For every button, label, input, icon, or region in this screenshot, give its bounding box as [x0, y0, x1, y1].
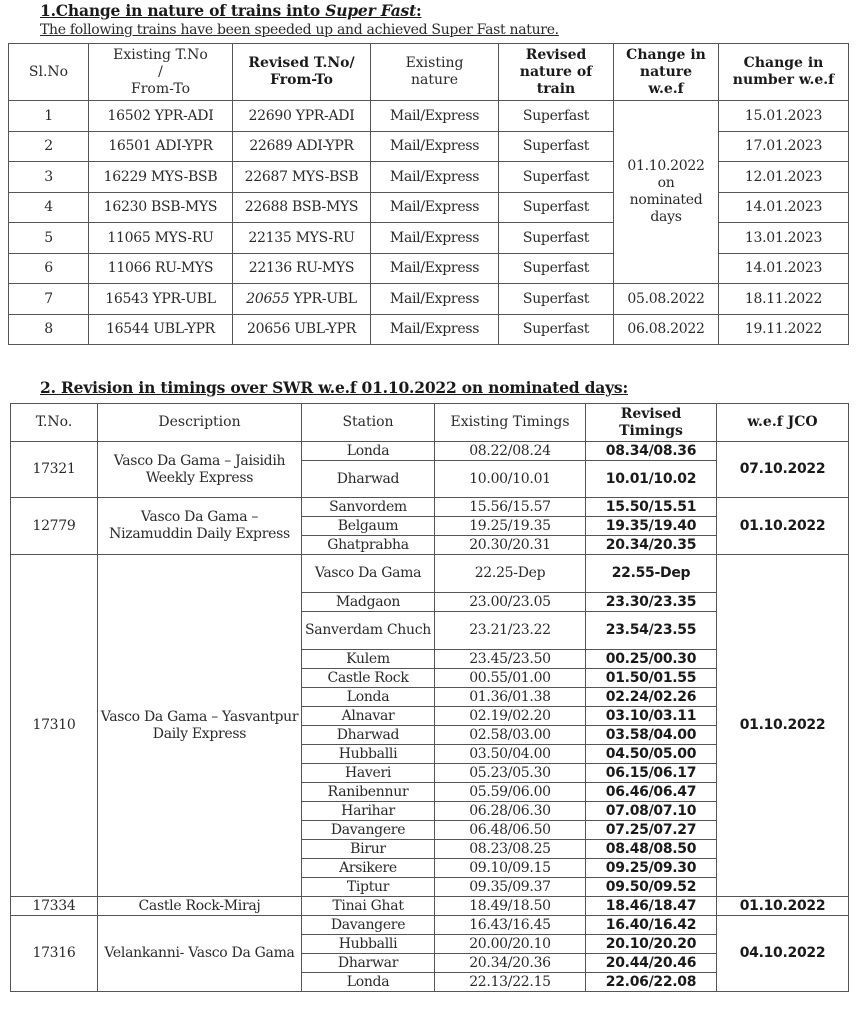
- cell-wef-jco: 01.10.2022: [717, 555, 849, 897]
- revised-train-number: 20656: [247, 321, 291, 338]
- cell-existing-timing: 09.35/09.37: [435, 878, 586, 897]
- revised-train-number: 22136: [248, 260, 292, 277]
- cell-revised-timing: 08.34/08.36: [586, 442, 717, 461]
- cell-change-nature-merged: [614, 101, 719, 284]
- revised-train-number: 22687: [244, 168, 288, 185]
- superfast-conversion-table: [8, 43, 849, 345]
- cell-existing-timing: 05.59/06.00: [435, 783, 586, 802]
- cell-station: Harihar: [302, 802, 435, 821]
- cell-description: Vasco Da Gama – Jaisidih Weekly Express: [98, 442, 302, 498]
- cell-existing-tno: 16229 MYS-BSB: [89, 162, 233, 193]
- cell-revised-nature: Superfast: [499, 162, 614, 193]
- cell-station: Madgaon: [302, 593, 435, 612]
- cell-existing-nature: Mail/Express: [371, 284, 499, 315]
- table1-row: [9, 192, 849, 223]
- cell-change-number: 19.11.2022: [719, 314, 849, 345]
- cell-revised-timing: 22.55-Dep: [586, 555, 717, 593]
- revised-train-number: 22135: [248, 229, 292, 246]
- cell-station: Castle Rock: [302, 669, 435, 688]
- table1-row: [9, 223, 849, 254]
- change-nature-text: days: [650, 209, 682, 225]
- header-wef-jco: w.e.f JCO: [717, 404, 849, 442]
- cell-existing-tno: 11066 RU-MYS: [89, 253, 233, 284]
- change-nature-text: nominated: [629, 192, 703, 208]
- cell-revised-timing: 02.24/02.26: [586, 688, 717, 707]
- cell-station: Tinai Ghat: [302, 897, 435, 916]
- cell-existing-timing: 02.58/03.00: [435, 726, 586, 745]
- cell-existing-timing: 22.25-Dep: [435, 555, 586, 593]
- cell-station: Ghatprabha: [302, 536, 435, 555]
- cell-description: Velankanni- Vasco Da Gama: [98, 916, 302, 992]
- cell-revised-timing: 09.50/09.52: [586, 878, 717, 897]
- cell-station: Sanverdam Chuch: [302, 612, 435, 650]
- cell-revised-timing: 10.01/10.02: [586, 461, 717, 498]
- revised-train-number: 22690: [248, 107, 292, 124]
- revised-route: YPR-UBL: [293, 290, 357, 307]
- cell-revised-tno: [233, 192, 371, 223]
- cell-revised-timing: 01.50/01.55: [586, 669, 717, 688]
- cell-revised-timing: 23.54/23.55: [586, 612, 717, 650]
- cell-existing-tno: 16502 YPR-ADI: [89, 101, 233, 132]
- revised-train-number: 20655: [246, 290, 290, 307]
- cell-revised-timing: 18.46/18.47: [586, 897, 717, 916]
- cell-train-number: 17316: [11, 916, 98, 992]
- timing-revision-table: [10, 403, 849, 992]
- cell-station: Dharwad: [302, 461, 435, 498]
- cell-existing-tno: 16544 UBL-YPR: [89, 314, 233, 345]
- cell-revised-tno: [233, 162, 371, 193]
- header-revised-timings: Revised Timings: [586, 404, 717, 442]
- table1-row: [9, 314, 849, 345]
- cell-existing-timing: 18.49/18.50: [435, 897, 586, 916]
- change-nature-text: 01.10.2022: [627, 158, 705, 174]
- cell-description: Vasco Da Gama – Nizamuddin Daily Express: [98, 498, 302, 555]
- cell-revised-timing: 08.48/08.50: [586, 840, 717, 859]
- cell-station: Hubballi: [302, 935, 435, 954]
- cell-existing-nature: Mail/Express: [371, 253, 499, 284]
- cell-existing-timing: 08.22/08.24: [435, 442, 586, 461]
- cell-existing-tno: 16501 ADI-YPR: [89, 131, 233, 162]
- cell-station: Dharwar: [302, 954, 435, 973]
- cell-existing-timing: 02.19/02.20: [435, 707, 586, 726]
- cell-slno: 7: [9, 284, 89, 315]
- cell-station: Sanvordem: [302, 498, 435, 517]
- cell-existing-timing: 00.55/01.00: [435, 669, 586, 688]
- header-revised-nature: Revised nature of train: [499, 44, 614, 101]
- table2-row: [11, 442, 849, 461]
- section1-title-suffix: :: [416, 1, 422, 20]
- cell-slno: 1: [9, 101, 89, 132]
- header-slno: Sl.No: [9, 44, 89, 101]
- revised-route: BSB-MYS: [291, 199, 359, 216]
- cell-existing-timing: 15.56/15.57: [435, 498, 586, 517]
- cell-wef-jco: 07.10.2022: [717, 442, 849, 498]
- cell-train-number: 17310: [11, 555, 98, 897]
- table2-row: [11, 897, 849, 916]
- cell-existing-timing: 08.23/08.25: [435, 840, 586, 859]
- cell-slno: 5: [9, 223, 89, 254]
- cell-revised-nature: Superfast: [499, 223, 614, 254]
- cell-change-number: 15.01.2023: [719, 101, 849, 132]
- cell-existing-tno: 16230 BSB-MYS: [89, 192, 233, 223]
- cell-station: Londa: [302, 973, 435, 992]
- cell-station: Vasco Da Gama: [302, 555, 435, 593]
- cell-revised-timing: 07.08/07.10: [586, 802, 717, 821]
- cell-station: Kulem: [302, 650, 435, 669]
- revised-route: MYS-RU: [295, 229, 355, 246]
- cell-existing-timing: 20.34/20.36: [435, 954, 586, 973]
- section1-title: [40, 1, 422, 20]
- cell-station: Hubballi: [302, 745, 435, 764]
- table1-row: [9, 131, 849, 162]
- cell-revised-nature: Superfast: [499, 101, 614, 132]
- cell-train-number: 12779: [11, 498, 98, 555]
- cell-existing-timing: 23.45/23.50: [435, 650, 586, 669]
- cell-station: Tiptur: [302, 878, 435, 897]
- table2-row: [11, 498, 849, 517]
- cell-station: Davangere: [302, 821, 435, 840]
- cell-wef-jco: 01.10.2022: [717, 498, 849, 555]
- header-description: Description: [98, 404, 302, 442]
- revised-train-number: 22688: [244, 199, 288, 216]
- cell-revised-timing: 00.25/00.30: [586, 650, 717, 669]
- cell-existing-timing: 20.00/20.10: [435, 935, 586, 954]
- section1-title-italic: Super Fast: [325, 1, 417, 20]
- cell-station: Belgaum: [302, 517, 435, 536]
- header-existing-nature: Existing nature: [371, 44, 499, 101]
- cell-existing-nature: Mail/Express: [371, 192, 499, 223]
- cell-existing-nature: Mail/Express: [371, 101, 499, 132]
- cell-revised-timing: 07.25/07.27: [586, 821, 717, 840]
- change-nature-text: on: [657, 175, 675, 191]
- cell-revised-tno: [233, 284, 371, 315]
- table1-row: [9, 101, 849, 132]
- table1-row: [9, 253, 849, 284]
- cell-revised-timing: 19.35/19.40: [586, 517, 717, 536]
- cell-revised-timing: 03.10/03.11: [586, 707, 717, 726]
- cell-existing-timing: 19.25/19.35: [435, 517, 586, 536]
- cell-station: Dharwad: [302, 726, 435, 745]
- cell-existing-timing: 22.13/22.15: [435, 973, 586, 992]
- cell-existing-timing: 05.23/05.30: [435, 764, 586, 783]
- cell-slno: 4: [9, 192, 89, 223]
- table2-row: [11, 555, 849, 593]
- cell-train-number: 17321: [11, 442, 98, 498]
- cell-revised-tno: [233, 314, 371, 345]
- cell-change-number: 17.01.2023: [719, 131, 849, 162]
- section1-subtitle: The following trains have been speeded up and achieved Super Fast nature.: [40, 22, 559, 38]
- cell-change-number: 18.11.2022: [719, 284, 849, 315]
- cell-wef-jco: 01.10.2022: [717, 897, 849, 916]
- cell-revised-nature: Superfast: [499, 284, 614, 315]
- cell-slno: 3: [9, 162, 89, 193]
- header-station: Station: [302, 404, 435, 442]
- cell-revised-nature: Superfast: [499, 314, 614, 345]
- cell-slno: 2: [9, 131, 89, 162]
- cell-station: Haveri: [302, 764, 435, 783]
- cell-existing-timing: 10.00/10.01: [435, 461, 586, 498]
- cell-station: Arsikere: [302, 859, 435, 878]
- table2-row: [11, 916, 849, 935]
- cell-revised-timing: 23.30/23.35: [586, 593, 717, 612]
- section2-title: 2. Revision in timings over SWR w.e.f 01.10.2022 on nominated days:: [40, 378, 628, 397]
- cell-revised-nature: Superfast: [499, 131, 614, 162]
- cell-revised-tno: [233, 253, 371, 284]
- section1-title-text: 1.Change in nature of trains into: [40, 1, 326, 20]
- cell-existing-nature: Mail/Express: [371, 131, 499, 162]
- cell-revised-tno: [233, 131, 371, 162]
- header-existing-tno: Existing T.No / From-To: [89, 44, 233, 101]
- cell-revised-timing: 09.25/09.30: [586, 859, 717, 878]
- cell-revised-timing: 06.46/06.47: [586, 783, 717, 802]
- cell-revised-tno: [233, 223, 371, 254]
- cell-revised-timing: 22.06/22.08: [586, 973, 717, 992]
- table1-header-row: [9, 44, 849, 101]
- cell-revised-timing: 20.10/20.20: [586, 935, 717, 954]
- cell-station: Londa: [302, 442, 435, 461]
- cell-revised-nature: Superfast: [499, 192, 614, 223]
- cell-change-number: 14.01.2023: [719, 253, 849, 284]
- cell-slno: 6: [9, 253, 89, 284]
- cell-revised-timing: 15.50/15.51: [586, 498, 717, 517]
- cell-station: Ranibennur: [302, 783, 435, 802]
- revised-train-number: 22689: [249, 138, 293, 155]
- table1-row: [9, 284, 849, 315]
- cell-existing-timing: 06.28/06.30: [435, 802, 586, 821]
- cell-train-number: 17334: [11, 897, 98, 916]
- cell-change-number: 12.01.2023: [719, 162, 849, 193]
- cell-existing-timing: 03.50/04.00: [435, 745, 586, 764]
- cell-existing-nature: Mail/Express: [371, 314, 499, 345]
- cell-station: Alnavar: [302, 707, 435, 726]
- cell-revised-timing: 03.58/04.00: [586, 726, 717, 745]
- cell-existing-timing: 23.00/23.05: [435, 593, 586, 612]
- cell-existing-timing: 06.48/06.50: [435, 821, 586, 840]
- cell-existing-timing: 01.36/01.38: [435, 688, 586, 707]
- cell-revised-nature: Superfast: [499, 253, 614, 284]
- cell-description: Vasco Da Gama – Yasvantpur Daily Express: [98, 555, 302, 897]
- cell-station: Birur: [302, 840, 435, 859]
- cell-existing-nature: Mail/Express: [371, 223, 499, 254]
- header-change-nature: Change in nature w.e.f: [614, 44, 719, 101]
- cell-revised-timing: 20.34/20.35: [586, 536, 717, 555]
- header-tno: T.No.: [11, 404, 98, 442]
- cell-station: Davangere: [302, 916, 435, 935]
- revised-route: ADI-YPR: [296, 138, 354, 155]
- cell-existing-tno: 11065 MYS-RU: [89, 223, 233, 254]
- cell-change-number: 14.01.2023: [719, 192, 849, 223]
- cell-revised-timing: 20.44/20.46: [586, 954, 717, 973]
- cell-description: Castle Rock-Miraj: [98, 897, 302, 916]
- cell-change-number: 13.01.2023: [719, 223, 849, 254]
- cell-station: Londa: [302, 688, 435, 707]
- table2-header-row: [11, 404, 849, 442]
- cell-revised-timing: 16.40/16.42: [586, 916, 717, 935]
- cell-revised-timing: 04.50/05.00: [586, 745, 717, 764]
- cell-change-nature: 06.08.2022: [614, 314, 719, 345]
- cell-existing-nature: Mail/Express: [371, 162, 499, 193]
- revised-route: MYS-BSB: [291, 168, 359, 185]
- table1-row: [9, 162, 849, 193]
- cell-existing-timing: 16.43/16.45: [435, 916, 586, 935]
- header-existing-timings: Existing Timings: [435, 404, 586, 442]
- cell-slno: 8: [9, 314, 89, 345]
- cell-existing-timing: 23.21/23.22: [435, 612, 586, 650]
- cell-wef-jco: 04.10.2022: [717, 916, 849, 992]
- cell-revised-timing: 06.15/06.17: [586, 764, 717, 783]
- cell-existing-timing: 09.10/09.15: [435, 859, 586, 878]
- cell-existing-timing: 20.30/20.31: [435, 536, 586, 555]
- header-change-number: Change in number w.e.f: [719, 44, 849, 101]
- cell-revised-tno: [233, 101, 371, 132]
- cell-change-nature: 05.08.2022: [614, 284, 719, 315]
- header-revised-tno: Revised T.No/ From-To: [233, 44, 371, 101]
- revised-route: UBL-YPR: [294, 321, 356, 338]
- cell-existing-tno: 16543 YPR-UBL: [89, 284, 233, 315]
- revised-route: YPR-ADI: [295, 107, 355, 124]
- revised-route: RU-MYS: [296, 260, 355, 277]
